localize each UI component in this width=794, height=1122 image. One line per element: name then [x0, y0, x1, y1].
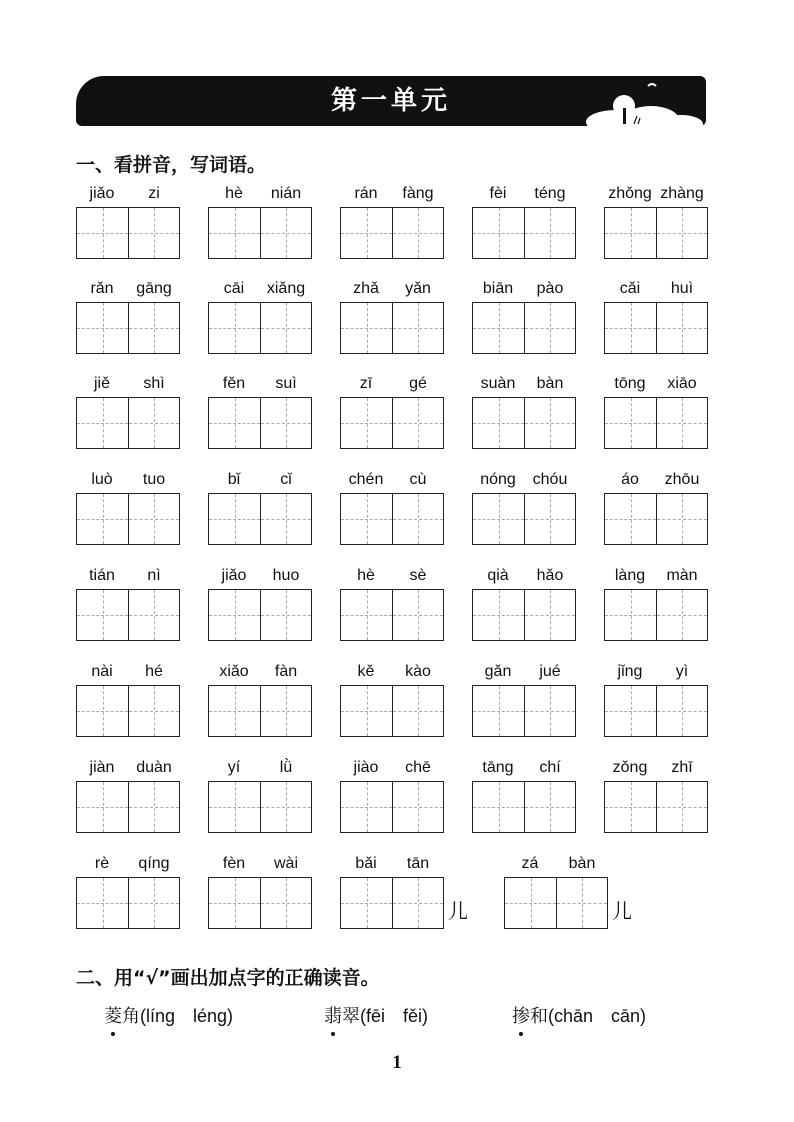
tian-grid-box[interactable] [524, 398, 575, 448]
writing-boxes [604, 781, 708, 833]
writing-boxes [76, 877, 180, 929]
pinyin-syllable: fèn [222, 855, 246, 872]
tian-grid-box[interactable] [260, 398, 311, 448]
word-item [340, 278, 444, 354]
pinyin-syllable: wài [273, 855, 298, 872]
tian-grid-box[interactable] [341, 398, 392, 448]
writing-boxes [208, 685, 312, 737]
word-item [208, 183, 312, 259]
pinyin-syllable: zhōu [664, 471, 700, 488]
pinyin-syllable: nài [91, 663, 113, 680]
writing-boxes [76, 493, 180, 545]
word-item [472, 278, 576, 354]
pinyin-syllable: téng [534, 185, 566, 202]
pinyin-syllable: yǎn [405, 280, 431, 297]
writing-boxes [76, 589, 180, 641]
pinyin-options[interactable]: (chān cān) [548, 1006, 647, 1026]
tian-grid-box[interactable] [128, 398, 179, 448]
word-rest: 翠 [342, 1006, 360, 1027]
tian-grid-box[interactable] [341, 303, 392, 353]
pinyin-syllable: biān [482, 280, 514, 297]
tian-grid-box[interactable] [656, 494, 707, 544]
pinyin-syllable: rǎn [90, 280, 114, 297]
pinyin-syllable: huo [272, 567, 300, 584]
pinyin-syllable: zhī [671, 759, 693, 776]
pinyin-syllable: luò [91, 471, 113, 488]
pinyin-syllable: bàn [536, 375, 564, 392]
tian-grid-box[interactable] [392, 590, 443, 640]
tian-grid-box[interactable] [392, 303, 443, 353]
tian-grid-box[interactable] [605, 782, 656, 832]
pinyin-syllable: jǐng [617, 663, 643, 680]
writing-boxes [76, 781, 180, 833]
writing-boxes [340, 207, 444, 259]
tian-grid-box[interactable] [524, 686, 575, 736]
word-item [208, 661, 312, 737]
pinyin-syllable: cù [409, 471, 427, 488]
pinyin-syllable: hé [145, 663, 163, 680]
dotted-character: 掺 [512, 1002, 530, 1028]
pinyin-syllable: rè [94, 855, 110, 872]
writing-boxes [604, 302, 708, 354]
word-item [340, 373, 444, 449]
tian-grid-box[interactable] [341, 782, 392, 832]
writing-boxes [208, 877, 312, 929]
pinyin-syllable: jiào [353, 759, 379, 776]
dotted-character: 菱 [104, 1002, 122, 1028]
pinyin-syllable: xiāo [667, 375, 697, 392]
tian-grid-box[interactable] [260, 303, 311, 353]
word-item [604, 757, 708, 833]
tian-grid-box[interactable] [209, 878, 260, 928]
pinyin-syllable: hǎo [536, 567, 564, 584]
pinyin-syllable: màn [666, 567, 698, 584]
tian-grid-box[interactable] [656, 782, 707, 832]
writing-boxes [472, 493, 576, 545]
tian-grid-box[interactable] [656, 686, 707, 736]
pinyin-syllable: yì [675, 663, 689, 680]
pinyin-syllable: jiǎo [89, 185, 115, 202]
tian-grid-box[interactable] [209, 590, 260, 640]
tian-grid-box[interactable] [392, 686, 443, 736]
writing-boxes [208, 302, 312, 354]
tian-grid-box[interactable] [77, 686, 128, 736]
pinyin-syllable: lǜ [279, 759, 293, 776]
page-number: 1 [392, 1052, 402, 1073]
tian-grid-box[interactable] [605, 590, 656, 640]
tian-grid-box[interactable] [77, 208, 128, 258]
word-item [76, 853, 180, 929]
pinyin-syllable: xiǎo [219, 663, 249, 680]
section1-title: 一、看拼音，写词语。 [76, 154, 267, 176]
cloud-tree-icon [576, 76, 706, 126]
tian-grid-box[interactable] [341, 494, 392, 544]
writing-boxes [208, 207, 312, 259]
tian-grid-box[interactable] [473, 398, 524, 448]
tian-grid-box[interactable] [656, 398, 707, 448]
pinyin-syllable: shì [143, 375, 165, 392]
pinyin-syllable: suì [275, 375, 297, 392]
tian-grid-box[interactable] [341, 208, 392, 258]
pinyin-syllable: zhàng [660, 185, 704, 202]
tian-grid-box[interactable] [128, 208, 179, 258]
writing-boxes [504, 877, 608, 929]
tian-grid-box[interactable] [605, 686, 656, 736]
word-item [76, 565, 180, 641]
word-item [472, 565, 576, 641]
tian-grid-box[interactable] [260, 782, 311, 832]
tian-grid-box[interactable] [505, 878, 556, 928]
word-item [472, 757, 576, 833]
word-item [604, 278, 708, 354]
writing-boxes [604, 685, 708, 737]
pinyin-syllable: fàng [402, 185, 434, 202]
pinyin-syllable: zī [359, 375, 373, 392]
tian-grid-box[interactable] [209, 303, 260, 353]
tian-grid-box[interactable] [260, 494, 311, 544]
tian-grid-box[interactable] [392, 398, 443, 448]
word-rest: 角 [122, 1006, 140, 1027]
pinyin-syllable: tāng [482, 759, 514, 776]
tian-grid-box[interactable] [605, 398, 656, 448]
tian-grid-box[interactable] [605, 208, 656, 258]
pinyin-syllable: jiě [93, 375, 110, 392]
tian-grid-box[interactable] [473, 782, 524, 832]
writing-boxes [76, 207, 180, 259]
word-item [340, 565, 444, 641]
tian-grid-box[interactable] [473, 494, 524, 544]
writing-boxes [76, 685, 180, 737]
tian-grid-box[interactable] [77, 782, 128, 832]
writing-boxes [208, 589, 312, 641]
pinyin-syllable: fèi [489, 185, 507, 202]
pinyin-syllable: rán [354, 185, 378, 202]
pinyin-syllable: chē [405, 759, 431, 776]
word-item [208, 757, 312, 833]
word-item [208, 373, 312, 449]
dotted-character: 翡 [324, 1002, 342, 1028]
writing-boxes [472, 302, 576, 354]
pinyin-syllable: zá [521, 855, 539, 872]
pinyin-syllable: zi [148, 185, 160, 202]
pinyin-syllable: nóng [480, 471, 516, 488]
tian-grid-box[interactable] [128, 303, 179, 353]
word-item [604, 565, 708, 641]
writing-boxes [472, 207, 576, 259]
pinyin-syllable: zhǒng [608, 185, 652, 202]
word-item [76, 278, 180, 354]
tian-grid-box[interactable] [524, 494, 575, 544]
pinyin-syllable: tián [89, 567, 115, 584]
writing-boxes [604, 397, 708, 449]
pinyin-syllable: bàn [568, 855, 596, 872]
word-item [604, 469, 708, 545]
pinyin-syllable: gāng [136, 280, 172, 297]
word-rest: 和 [530, 1006, 548, 1027]
tian-grid-box[interactable] [77, 878, 128, 928]
writing-boxes [340, 589, 444, 641]
word-item [604, 373, 708, 449]
writing-boxes [340, 397, 444, 449]
pinyin-options[interactable]: (líng léng) [140, 1006, 234, 1026]
pinyin-syllable: chóu [532, 471, 568, 488]
tian-grid-box[interactable] [524, 782, 575, 832]
tian-grid-box[interactable] [209, 398, 260, 448]
word-suffix: 儿 [612, 899, 632, 923]
pinyin-syllable: nián [270, 185, 302, 202]
word-item [604, 183, 708, 259]
pinyin-syllable: làng [614, 567, 646, 584]
word-item [504, 853, 632, 929]
pinyin-syllable: fàn [274, 663, 298, 680]
tian-grid-box[interactable] [260, 878, 311, 928]
pinyin-syllable: fěn [222, 375, 246, 392]
tian-grid-box[interactable] [209, 494, 260, 544]
tian-grid-box[interactable] [260, 686, 311, 736]
word-item [208, 278, 312, 354]
pinyin-syllable: tān [406, 855, 430, 872]
tian-grid-box[interactable] [524, 590, 575, 640]
unit-title: 第一单元 [330, 86, 451, 116]
writing-boxes [340, 302, 444, 354]
pinyin-syllable: yí [227, 759, 241, 776]
writing-boxes [472, 589, 576, 641]
word-item [208, 565, 312, 641]
tian-grid-box[interactable] [128, 686, 179, 736]
pinyin-syllable: cāi [223, 280, 245, 297]
tian-grid-box[interactable] [341, 590, 392, 640]
pinyin-syllable: gé [409, 375, 427, 392]
pinyin-syllable: chén [348, 471, 384, 488]
tian-grid-box[interactable] [260, 208, 311, 258]
writing-boxes [604, 207, 708, 259]
word-item [76, 183, 180, 259]
tian-grid-box[interactable] [128, 878, 179, 928]
tian-grid-box[interactable] [392, 878, 443, 928]
tian-grid-box[interactable] [260, 590, 311, 640]
pinyin-syllable: hè [225, 185, 243, 202]
pinyin-syllable: hè [357, 567, 375, 584]
word-item [472, 373, 576, 449]
pinyin-syllable: tuo [142, 471, 166, 488]
word-item [340, 757, 444, 833]
writing-boxes [340, 781, 444, 833]
tian-grid-box[interactable] [77, 303, 128, 353]
pinyin-syllable: qíng [138, 855, 170, 872]
writing-boxes [604, 493, 708, 545]
word-item [340, 183, 444, 259]
tian-grid-box[interactable] [128, 494, 179, 544]
writing-boxes [472, 397, 576, 449]
pinyin-syllable: suàn [480, 375, 516, 392]
writing-boxes [208, 493, 312, 545]
pinyin-syllable: nì [147, 567, 161, 584]
tian-grid-box[interactable] [605, 494, 656, 544]
reading-choice[interactable] [512, 1002, 646, 1028]
tian-grid-box[interactable] [473, 590, 524, 640]
tian-grid-box[interactable] [556, 878, 607, 928]
tian-grid-box[interactable] [656, 208, 707, 258]
writing-boxes [604, 589, 708, 641]
section2-title: 二、用“√”画出加点字的正确读音。 [76, 967, 380, 989]
tian-grid-box[interactable] [656, 590, 707, 640]
pinyin-syllable: zhǎ [353, 280, 379, 297]
tian-grid-box[interactable] [392, 494, 443, 544]
word-item [76, 373, 180, 449]
pinyin-syllable: jiàn [89, 759, 115, 776]
word-item [340, 661, 444, 737]
tian-grid-box[interactable] [473, 208, 524, 258]
word-item [472, 661, 576, 737]
tian-grid-box[interactable] [209, 208, 260, 258]
pinyin-options[interactable]: (fēi fěi) [360, 1006, 429, 1026]
word-item [340, 469, 444, 545]
pinyin-word-grid [76, 183, 716, 943]
pinyin-syllable: cǐ [280, 471, 292, 488]
word-item [604, 661, 708, 737]
tian-grid-box[interactable] [392, 208, 443, 258]
writing-boxes [340, 493, 444, 545]
word-item [208, 469, 312, 545]
pinyin-syllable: qià [487, 567, 509, 584]
word-item [76, 469, 180, 545]
pinyin-syllable: bǐ [227, 471, 241, 488]
pinyin-syllable: kào [405, 663, 431, 680]
pinyin-syllable: xiǎng [266, 280, 306, 297]
word-item [472, 183, 576, 259]
pinyin-syllable: duàn [136, 759, 172, 776]
tian-grid-box[interactable] [128, 782, 179, 832]
writing-boxes [208, 397, 312, 449]
writing-boxes [340, 877, 444, 929]
pinyin-syllable: chí [539, 759, 561, 776]
pinyin-syllable: áo [621, 471, 639, 488]
reading-choice[interactable] [324, 1002, 428, 1028]
word-item [472, 469, 576, 545]
tian-grid-box[interactable] [524, 208, 575, 258]
pinyin-syllable: bǎi [355, 855, 377, 872]
writing-boxes [208, 781, 312, 833]
pinyin-syllable: kě [357, 663, 375, 680]
pinyin-syllable: cǎi [619, 280, 641, 297]
word-item [208, 853, 312, 929]
word-item [340, 853, 468, 929]
pinyin-syllable: zǒng [612, 759, 648, 776]
tian-grid-box[interactable] [473, 686, 524, 736]
tian-grid-box[interactable] [392, 782, 443, 832]
tian-grid-box[interactable] [77, 590, 128, 640]
tian-grid-box[interactable] [605, 303, 656, 353]
pinyin-syllable: tōng [614, 375, 646, 392]
tian-grid-box[interactable] [341, 878, 392, 928]
word-item [76, 661, 180, 737]
pinyin-syllable: jiǎo [221, 567, 247, 584]
writing-boxes [472, 685, 576, 737]
tian-grid-box[interactable] [77, 494, 128, 544]
pinyin-syllable: gǎn [484, 663, 512, 680]
word-item [76, 757, 180, 833]
tian-grid-box[interactable] [209, 782, 260, 832]
unit-banner [76, 76, 706, 126]
pinyin-syllable: pào [536, 280, 564, 297]
pinyin-syllable: sè [409, 567, 427, 584]
tian-grid-box[interactable] [128, 590, 179, 640]
writing-boxes [340, 685, 444, 737]
pinyin-syllable: jué [539, 663, 561, 680]
tian-grid-box[interactable] [341, 686, 392, 736]
writing-boxes [76, 302, 180, 354]
tian-grid-box[interactable] [656, 303, 707, 353]
reading-choice[interactable] [104, 1002, 233, 1028]
writing-boxes [76, 397, 180, 449]
tian-grid-box[interactable] [473, 303, 524, 353]
tian-grid-box[interactable] [209, 686, 260, 736]
word-suffix: 儿 [448, 899, 468, 923]
writing-boxes [472, 781, 576, 833]
tian-grid-box[interactable] [524, 303, 575, 353]
pinyin-syllable: huì [670, 280, 694, 297]
tian-grid-box[interactable] [77, 398, 128, 448]
